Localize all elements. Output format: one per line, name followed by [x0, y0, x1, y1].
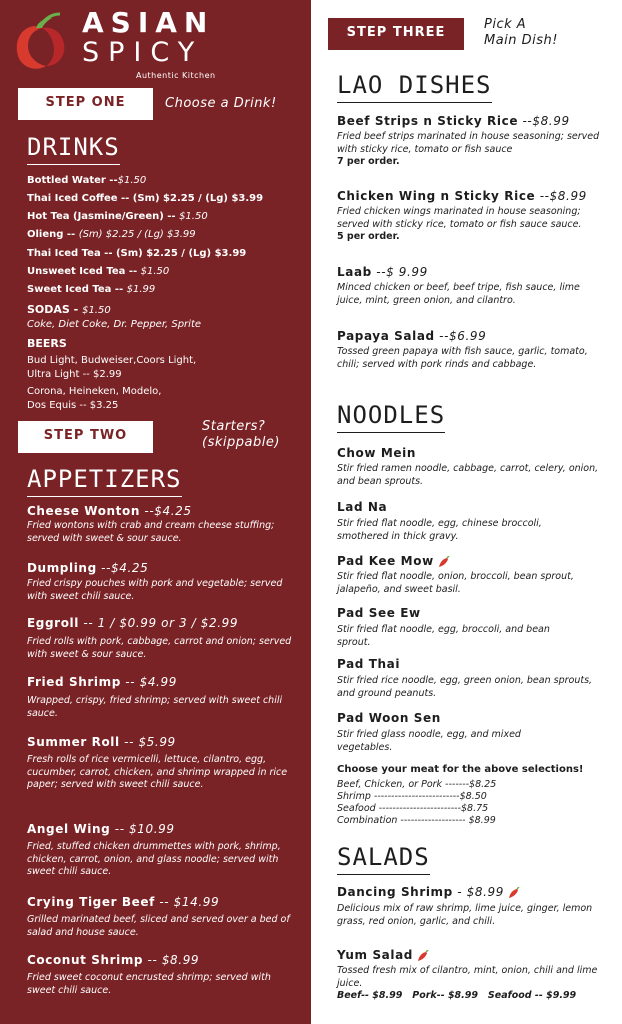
menu-item-title: Beef Strips n Sticky Rice --$8.99 — [337, 114, 570, 128]
menu-item-desc: Fried rolls with pork, cabbage, carrot and onion; served with sweet & sour sauce. — [27, 636, 292, 660]
menu-item-desc: Fried chicken wings marinated in house seasoning; served with sticky rice, tomato or fish sauce sauce. 5 per order. — [337, 206, 582, 242]
beers-line: Bud Light, Budweiser,Coors Light, — [27, 355, 197, 366]
menu-item-title: Pad Thai — [337, 657, 401, 671]
drink-item: Bottled Water --$1.50 — [27, 175, 147, 186]
menu-item-desc: Fried sweet coconut encrusted shrimp; served with sweet chili sauce. — [27, 972, 271, 996]
menu-item-desc: Fresh rolls of rice vermicelli, lettuce, cilantro, egg, cucumber, carrot, chicken, and shrimp wrapped in rice paper; served with sweet chili sauce. — [27, 754, 288, 790]
menu-item-title: Pad Woon Sen — [337, 711, 441, 725]
menu-item-desc: Fried, stuffed chicken drummettes with pork, shrimp, chicken, carrot, onion, and glass noodle; served with sweet chili sauce. — [27, 841, 281, 877]
beers-line: Dos Equis -- $3.25 — [27, 400, 119, 411]
step-three-desc: Pick A Main Dish! — [484, 17, 559, 48]
menu-item-title: Crying Tiger Beef -- $14.99 — [27, 895, 220, 909]
step-one-label: STEP ONE — [18, 88, 153, 120]
brand-tagline: Authentic Kitchen — [136, 71, 216, 80]
menu-item-title: Eggroll -- 1 / $0.99 or 3 / $2.99 — [27, 616, 239, 630]
menu-item-desc: Stir fried glass noodle, egg, and mixed vegetables. — [337, 729, 521, 753]
menu-item-desc: Fried beef strips marinated in house seasoning; served with sticky rice, tomato or fish sauce 7 per order. — [337, 131, 600, 167]
beers-line: Ultra Light -- $2.99 — [27, 369, 122, 380]
menu-item-desc: Stir fried ramen noodle, cabbage, carrot, celery, onion, and bean sprouts. — [337, 463, 599, 487]
menu-item-desc: Minced chicken or beef, beef tripe, fish sauce, lime juice, mint, green onion, and cilantro. — [337, 282, 580, 306]
meat-option: Shrimp -------------------------$8.50 — [337, 791, 487, 802]
drink-item: Sweet Iced Tea -- $1.99 — [27, 284, 156, 295]
drink-item: Thai Iced Tea -- (Sm) $2.25 / (Lg) $3.99 — [27, 248, 247, 259]
menu-item-title: Fried Shrimp -- $4.99 — [27, 675, 177, 689]
drink-item: Thai Iced Coffee -- (Sm) $2.25 / (Lg) $3.99 — [27, 193, 264, 204]
chili-pepper-icon — [12, 12, 72, 74]
drinks-heading: DRINKS — [27, 132, 120, 165]
drink-item: Unsweet Iced Tea -- $1.50 — [27, 266, 170, 277]
drink-item: Hot Tea (Jasmine/Green) -- $1.50 — [27, 211, 208, 222]
salads-heading: SALADS — [337, 842, 430, 875]
menu-item-desc: Grilled marinated beef, sliced and served over a bed of salad and house sauce. — [27, 914, 290, 938]
step-two-label: STEP TWO — [18, 421, 153, 453]
sodas-list: Coke, Diet Coke, Dr. Pepper, Sprite — [27, 319, 202, 330]
brand-name-line1: ASIAN — [82, 6, 215, 39]
menu-item-title: Chow Mein — [337, 446, 416, 460]
drink-item: Olieng -- (Sm) $2.25 / (Lg) $3.99 — [27, 229, 196, 240]
brand-name-line2: SPICY — [82, 37, 204, 68]
menu-item-desc: Fried wontons with crab and cream cheese stuffing; served with sweet & sour sauce. — [27, 520, 275, 544]
sodas-label: SODAS - $1.50 — [27, 303, 111, 316]
menu-item-desc: Fried crispy pouches with pork and vegetable; served with sweet chili sauce. — [27, 578, 283, 602]
step-two-desc: Starters? (skippable) — [202, 419, 280, 450]
menu-item-desc: Stir fried flat noodle, onion, broccoli, bean sprout, jalapeño, and sweet basil. — [337, 571, 574, 595]
beers-label: BEERS — [27, 337, 67, 350]
step-one-desc: Choose a Drink! — [165, 96, 277, 111]
menu-item-title: Laab --$ 9.99 — [337, 265, 428, 279]
chili-pepper-icon — [508, 887, 520, 899]
menu-item-title: Pad See Ew — [337, 606, 421, 620]
menu-item-desc: Tossed fresh mix of cilantro, mint, onion, chili and lime juice. — [337, 965, 598, 989]
menu-item-desc: Stir fried flat noodle, egg, chinese broccoli, smothered in thick gravy. — [337, 518, 542, 542]
meat-option: Seafood ------------------------$8.75 — [337, 803, 489, 814]
menu-item-title: Dumpling --$4.25 — [27, 561, 149, 575]
beers-line: Corona, Heineken, Modelo, — [27, 386, 162, 397]
chili-pepper-icon — [438, 556, 450, 568]
meat-option: Combination ------------------- $8.99 — [337, 815, 496, 826]
lao-dishes-heading: LAO DISHES — [337, 70, 492, 103]
chili-pepper-icon — [417, 950, 429, 962]
menu-item-title: Coconut Shrimp -- $8.99 — [27, 953, 200, 967]
step-three-label: STEP THREE — [328, 18, 464, 50]
menu-item-title: Lad Na — [337, 500, 388, 514]
menu-item-title: Dancing Shrimp - $8.99 — [337, 885, 520, 900]
menu-item-title: Yum Salad — [337, 948, 429, 963]
appetizers-heading: APPETIZERS — [27, 464, 182, 497]
noodles-heading: NOODLES — [337, 400, 445, 433]
yum-salad-prices: Beef-- $8.99 Pork-- $8.99 Seafood -- $9.99 — [337, 990, 577, 1001]
menu-item-desc: Tossed green papaya with fish sauce, garlic, tomato, chili; served with pork rinds and cabbage. — [337, 346, 588, 370]
menu-item-title: Papaya Salad --$6.99 — [337, 329, 487, 343]
menu-item-desc: Delicious mix of raw shrimp, lime juice, ginger, lemon grass, red onion, garlic, and chili. — [337, 903, 593, 927]
meat-option: Beef, Chicken, or Pork -------$8.25 — [337, 779, 497, 790]
meat-heading: Choose your meat for the above selections! — [337, 764, 584, 775]
menu-item-title: Pad Kee Mow — [337, 554, 450, 569]
menu-item-title: Cheese Wonton --$4.25 — [27, 504, 192, 518]
menu-item-title: Chicken Wing n Sticky Rice --$8.99 — [337, 189, 587, 203]
menu-item-title: Summer Roll -- $5.99 — [27, 735, 176, 749]
menu-item-desc: Stir fried rice noodle, egg, green onion, bean sprouts, and ground peanuts. — [337, 675, 593, 699]
menu-item-title: Angel Wing -- $10.99 — [27, 822, 175, 836]
menu-item-desc: Stir fried flat noodle, egg, broccoli, and bean sprout. — [337, 624, 550, 648]
menu-item-desc: Wrapped, crispy, fried shrimp; served with sweet chili sauce. — [27, 695, 283, 719]
